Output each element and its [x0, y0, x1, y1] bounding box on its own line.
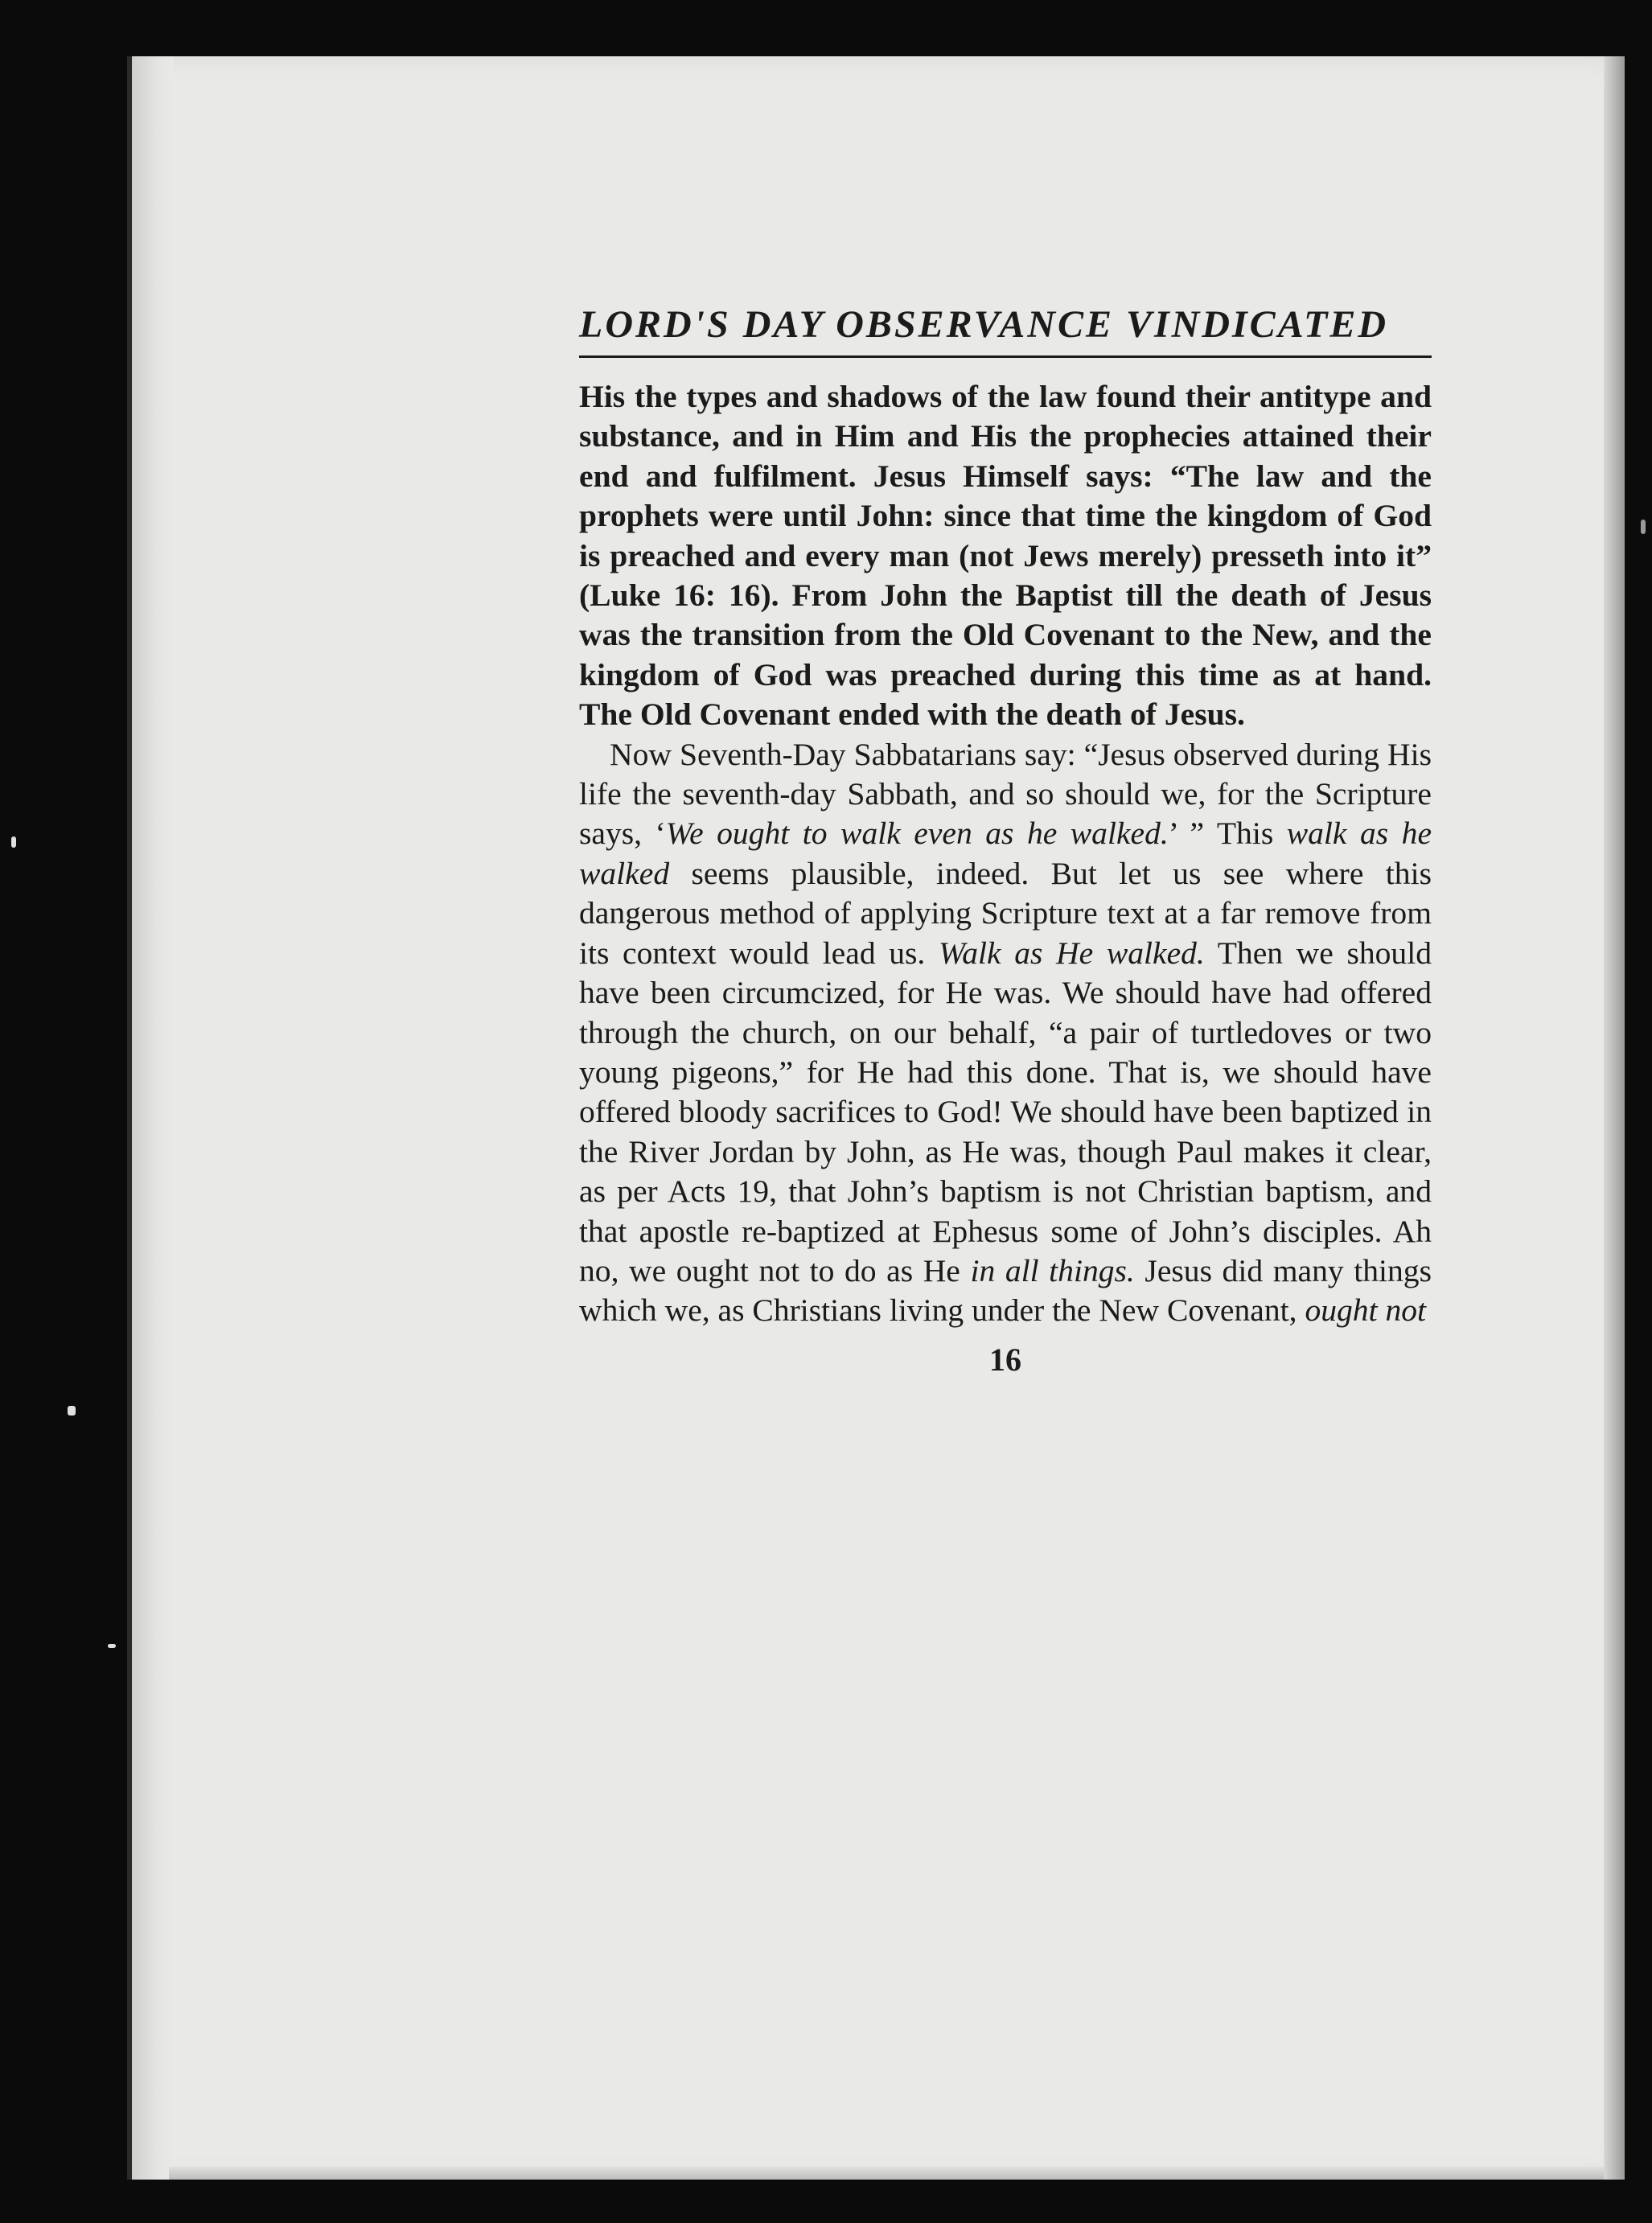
- italic-run: walk as he walked: [579, 816, 1432, 891]
- body-paragraph: [579, 377, 1432, 735]
- italic-run: Walk as He walked.: [938, 935, 1205, 971]
- page-text-block: [579, 303, 1432, 1378]
- text-run: seems plausible, indeed. But let us see where this dangerous method of applying Scripture text at a far remove from its context would lead us.: [579, 855, 1432, 971]
- body-paragraph: [579, 735, 1432, 1331]
- text-run: ’ ” This: [1168, 816, 1287, 852]
- running-head-rule: [579, 355, 1432, 358]
- page-number: 16: [989, 1341, 1021, 1378]
- text-run: Then we should have been circumcized, for He was. We should have had offered through the church, on our behalf, “a pair of turtledoves or two young pigeons,” for He had this done. That is, we should have offered bloody sacrifices to God! We should have been baptized in the River Jordan by John, as He was, though Paul makes it clear, as per Acts 19, that John’s baptism is not Christian baptism, and that apostle re-baptized at Ephesus some of John’s disciples. Ah no, we ought not to do as He: [579, 935, 1432, 1288]
- text-run: Now Seventh-Day Sabbatarians say: “Jesus observed during His life the seventh-day Sabbath, and so should we, for the Scripture says, ‘: [579, 736, 1432, 852]
- text-run: Jesus did many things which we, as Christians living under the New Covenant,: [579, 1252, 1432, 1329]
- page-bottom-edge: [169, 2167, 1604, 2180]
- italic-run: ought not: [1305, 1292, 1427, 1329]
- page-right-edge: [1604, 56, 1625, 2180]
- italic-run: in all things.: [970, 1252, 1135, 1288]
- page-binding-edge: [127, 56, 174, 2180]
- running-head: LORD'S DAY OBSERVANCE VINDICATED: [579, 303, 1389, 346]
- text-run: His the types and shadows of the law found their antitype and substance, and in Him and His the prophecies attained their end and fulfilment. Jesus Himself says: “The law and the prophets were until John: since that time the kingdom of God is preached and every man (not Jews merely) presseth into it” (Luke 16: 16). From John the Baptist till the death of Jesus was the transition from the Old Covenant to the New, and the kingdom of God was preached during this time as at hand. The Old Covenant ended with the death of Jesus.: [579, 379, 1432, 733]
- italic-run: We ought to walk even as he walked.: [665, 816, 1169, 852]
